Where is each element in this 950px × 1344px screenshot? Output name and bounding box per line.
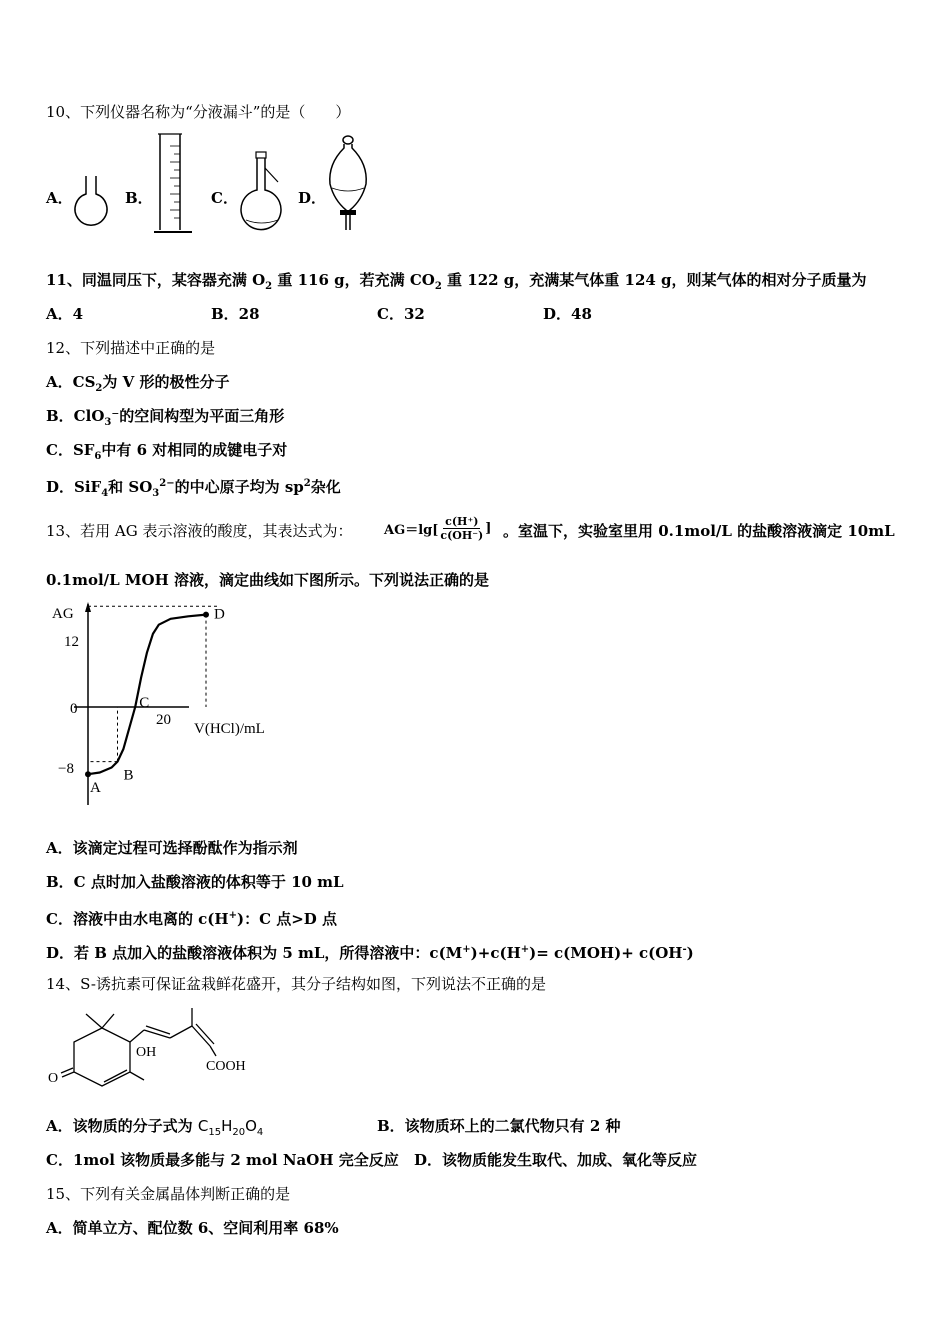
distillation-flask-icon [238,150,286,236]
ketone-o-label: O [48,1071,59,1086]
q11-option-c[interactable]: C．32 [377,305,425,323]
separatory-funnel-icon [326,134,370,238]
q14-option-d[interactable]: D．该物质能发生取代、加成、氧化等反应 [414,1151,698,1169]
q10-option-c-label[interactable]: C． [211,189,238,207]
ag-formula [384,510,491,546]
q12-d-rest: 杂化 [310,478,341,496]
graduated-cylinder-icon [152,132,196,236]
q14-a-c-sub: 15 [208,1127,222,1138]
q12-c-rest: 中有 6 对相同的成键电子对 [101,441,288,459]
q12-b-rest: ⁻的空间构型为平面三角形 [111,407,285,425]
q11-stem [46,270,867,297]
q13-d-sup3: - [682,944,687,955]
q14-a-text: A．该物质的分子式为 [46,1117,198,1135]
q10-option-d-label[interactable]: D． [298,189,327,207]
oh-label: OH [136,1045,157,1060]
q11-option-a[interactable]: A．4 [46,305,84,323]
q12-c-sub: 6 [94,451,102,462]
q11-option-b[interactable]: B．28 [211,305,260,323]
q12-d-sup: 2− [159,478,175,489]
point-label-d: D [214,606,225,623]
cooh-label: COOH [206,1059,246,1074]
q14-a-formula [197,1117,264,1138]
q10-stem: 10、下列仪器名称为“分液漏斗”的是（ ） [46,103,351,121]
y-axis-arrow [85,602,91,612]
q13-d-rest: ) [686,944,694,962]
point-a [85,771,91,777]
s-abscisic-acid-structure [40,1002,280,1094]
y-tick-12: 12 [64,634,79,650]
q15-option-a[interactable]: A．简单立方、配位数 6、空间利用率 68% [46,1219,339,1237]
q14-a-o-sub: 4 [256,1127,264,1138]
q12-a-sub: 2 [95,383,103,394]
point-label-b: B [123,767,134,784]
q11-option-d[interactable]: D．48 [543,305,592,323]
q14-a-c: C [197,1117,209,1135]
q13-c-text: C．溶液中由水电离的 c(H [46,910,229,928]
q12-option-a[interactable] [46,372,229,399]
q14-a-h-sub: 20 [232,1127,246,1138]
y-tick-minus-8: −8 [58,761,74,777]
x-tick-20: 20 [156,712,171,728]
point-label-c: C [139,695,150,711]
q11-stem-part2: 重 116 g，若充满 CO [272,271,435,289]
q12-b-sub: 3 [104,417,112,428]
y-tick-0: 0 [70,701,78,717]
q12-d-sub1: 4 [101,488,109,499]
q12-stem: 12、下列描述中正确的是 [46,339,216,357]
q14-option-b[interactable]: B．该物质环上的二氯代物只有 2 种 [377,1117,621,1135]
q13-c-rest: )：C 点>D 点 [236,910,338,928]
q10-option-b-label[interactable]: B． [125,189,153,207]
q12-d-sub2: 3 [152,488,160,499]
q12-a-text: A．CS [46,373,96,391]
ring-bonds [74,1028,130,1086]
ag-denominator: c(OH⁻) [440,528,484,542]
q12-d-sp2: 2 [303,478,311,489]
x-axis-label: V(HCl)/mL [194,721,265,737]
point-d [203,612,209,618]
q12-option-d[interactable] [46,474,341,504]
ag-formula-head: AG＝lg[ [384,522,439,538]
q12-d-mid2: 的中心原子均为 sp [174,478,304,496]
q12-c-text: C．SF [46,441,95,459]
q12-option-b[interactable] [46,406,284,433]
q13-d-text: D．若 B 点加入的盐酸溶液体积为 5 mL，所得溶液中：c(M [46,944,463,962]
round-bottom-flask-icon [72,174,112,234]
q12-b-text: B．ClO [46,407,105,425]
q13-c-sup: + [228,910,237,921]
q11-o2-subscript: 2 [265,281,273,292]
titration-chart [44,600,294,810]
ag-numerator: c(H⁺) [445,514,479,528]
q14-a-h: H [221,1117,233,1135]
q12-d-text: D．SiF [46,478,102,496]
q11-stem-part1: 11、同温同压下，某容器充满 O [46,271,266,289]
q12-d-mid: 和 SO [108,478,153,496]
q14-option-c[interactable]: C．1mol 该物质最多能与 2 mol NaOH 完全反应 [46,1151,399,1169]
q13-stem-start: 13、若用 AG 表示溶液的酸度，其表达式为： [46,522,353,540]
q12-option-c[interactable] [46,440,287,467]
q13-d-sup1: + [462,944,471,955]
q13-d-mid2: )= c(MOH)+ c(OH [529,944,683,962]
q14-option-a[interactable] [46,1116,263,1143]
q15-stem: 15、下列有关金属晶体判断正确的是 [46,1185,291,1203]
q14-a-o: O [245,1117,257,1135]
ag-formula-tail: ] [485,520,492,536]
q10-option-a-label[interactable]: A． [46,189,73,207]
q13-option-a[interactable]: A．该滴定过程可选择酚酞作为指示剂 [46,839,298,857]
q14-stem: 14、S-诱抗素可保证盆栽鲜花盛开，其分子结构如图，下列说法不正确的是 [46,975,546,993]
y-axis-label: AG [52,606,74,622]
ag-fraction [438,515,485,542]
q13-stem-end: 。室温下，实验室里用 0.1mol/L 的盐酸溶液滴定 10mL [503,522,895,540]
q12-a-rest: 为 V 形的极性分子 [102,373,230,391]
q13-option-b[interactable]: B．C 点时加入盐酸溶液的体积等于 10 mL [46,873,344,891]
q13-d-mid: )+c(H [470,944,521,962]
q13-stem-line2: 0.1mol/L MOH 溶液，滴定曲线如下图所示。下列说法正确的是 [46,571,489,589]
point-label-a: A [90,780,101,797]
q13-option-d[interactable] [46,940,694,963]
q13-d-sup2: + [520,944,530,955]
q11-stem-part3: 重 122 g，充满某气体重 124 g，则某气体的相对分子质量为 [441,271,867,289]
q11-co2-subscript: 2 [434,281,442,292]
q13-option-c[interactable] [46,906,337,929]
